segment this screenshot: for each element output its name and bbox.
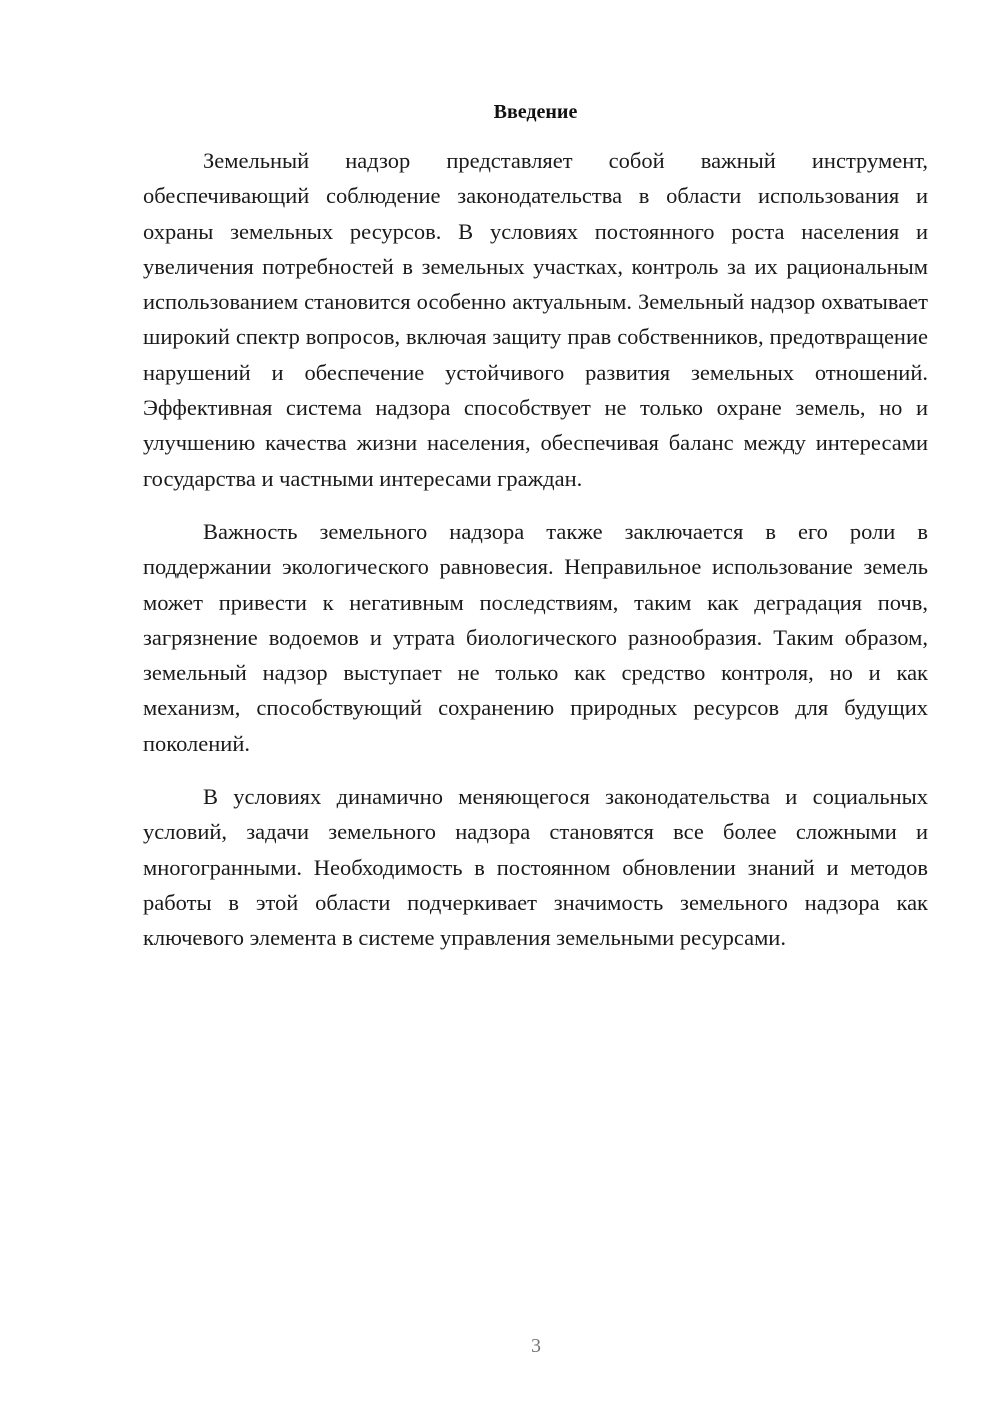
paragraph-3: В условиях динамично меняющегося законодательства и социальных условий, задачи земельного надзора становятся все более сложными и многогранными. Необходимость в постоянном обновлении знаний и методов работы в этой области подчеркивает значимость земельного надзора как ключевого элемента в системе управления земельными ресурсами. (143, 784, 928, 951)
paragraph-2: Важность земельного надзора также заключается в его роли в поддержании экологического равновесия. Неправильное использование земель может привести к негативным последствиям, таким как деградация почв, загрязнение водоемов и утрата биологического разнообразия. Таким образом, земельный надзор выступает не только как средство контроля, но и как механизм, способствующий сохранению природных ресурсов для будущих поколений. (143, 518, 928, 756)
section-heading: Введение (493, 101, 578, 123)
paragraph-1: Земельный надзор представляет собой важный инструмент, обеспечивающий соблюдение законодательства в области использования и охраны земельных ресурсов. В условиях постоянного роста населения и увеличения потребностей в земельных участках, контроль за их рациональным использованием становится особенно актуальным. Земельный надзор охватывает широкий спектр вопросов, включая защиту прав собственников, предотвращение нарушений и обеспечение устойчивого развития земельных отношений. Эффективная система надзора способствует не только охране земель, но и улучшению качества жизни населения, обеспечивая баланс между интересами государства и частными интересами граждан. (143, 148, 928, 491)
page-number: 3 (531, 1335, 541, 1357)
body-text (143, 143, 928, 974)
